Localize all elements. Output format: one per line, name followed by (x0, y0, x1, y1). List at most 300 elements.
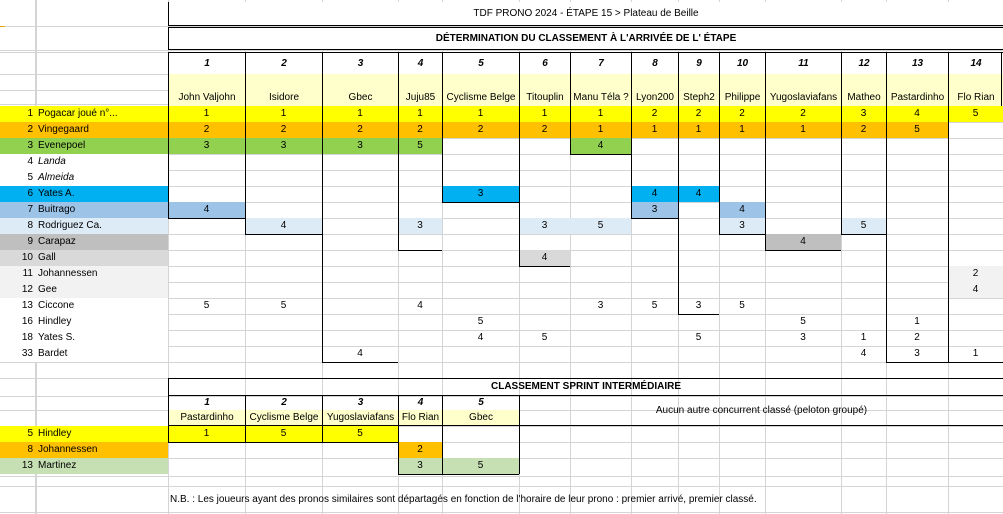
prediction-cell (398, 170, 442, 186)
prediction-cell (948, 234, 1003, 250)
prediction-cell: 2 (519, 122, 570, 138)
prediction-cell (168, 330, 245, 346)
prediction-cell: 1 (914, 316, 920, 327)
sprint-column-border (519, 410, 520, 474)
column-border (442, 106, 443, 202)
page-title: TDF PRONO 2024 - ÉTAPE 15 > Plateau de Beille (168, 2, 1003, 26)
prediction-cell (841, 314, 886, 330)
prediction-cell (322, 234, 398, 250)
rider-rank: 13 (0, 298, 36, 314)
player-name: Titouplin (519, 74, 570, 106)
prediction-cell: 2 (168, 122, 245, 138)
prediction-cell (168, 218, 245, 234)
prediction-cell (841, 250, 886, 266)
prediction-cell: 5 (695, 332, 702, 343)
prediction-cell (886, 218, 948, 234)
prediction-cell (442, 266, 519, 282)
prediction-cell (886, 170, 948, 186)
prediction-cell: 4 (245, 218, 322, 234)
player-name: Yugoslaviafans (765, 74, 841, 106)
prediction-cell (948, 330, 1003, 346)
prediction-cell (765, 346, 841, 362)
prediction-cell (678, 346, 719, 362)
column-number: 7 (570, 52, 631, 74)
prediction-cell (719, 314, 765, 330)
player-name: Isidore (245, 74, 322, 106)
prediction-cell: 3 (168, 138, 245, 154)
column-border (245, 106, 246, 234)
prediction-cell (631, 282, 678, 298)
sprint-prediction-cell (442, 426, 519, 442)
prediction-cell (631, 138, 678, 154)
rider-name: Ciccone (36, 298, 168, 314)
rider-rank: 16 (0, 314, 36, 330)
prediction-cell: 3 (719, 218, 765, 234)
column-number: 3 (322, 52, 398, 74)
prediction-cell (678, 202, 719, 218)
sprint-prediction-cell: 5 (322, 426, 398, 442)
prediction-cell: 4 (719, 202, 765, 218)
sprint-prediction-cell (245, 458, 322, 474)
prediction-cell (631, 154, 678, 170)
prediction-cell: 3 (519, 218, 570, 234)
prediction-cell (442, 282, 519, 298)
prediction-cell: 1 (570, 106, 631, 122)
prediction-cell (678, 154, 719, 170)
prediction-cell (948, 250, 1003, 266)
prediction-cell (322, 314, 398, 330)
sprint-rider-rank: 8 (0, 442, 36, 458)
prediction-cell (570, 186, 631, 202)
player-name: Cyclisme Belge (442, 74, 519, 106)
sprint-prediction-cell (168, 458, 245, 474)
column-border (322, 106, 323, 362)
rider-name: Hindley (36, 314, 168, 330)
prediction-cell (519, 154, 570, 170)
column-bottom-border (719, 234, 765, 235)
column-bottom-border (398, 250, 442, 251)
prediction-cell: 2 (398, 122, 442, 138)
prediction-cell: 5 (570, 218, 631, 234)
prediction-cell (678, 314, 719, 330)
prediction-cell (719, 346, 765, 362)
prediction-cell (245, 346, 322, 362)
prediction-cell (442, 250, 519, 266)
prediction-cell (519, 346, 570, 362)
prediction-cell (519, 170, 570, 186)
prediction-cell (168, 234, 245, 250)
prediction-cell: 1 (168, 106, 245, 122)
prediction-cell (442, 170, 519, 186)
prediction-cell (841, 266, 886, 282)
prediction-cell (948, 314, 1003, 330)
prediction-cell (886, 202, 948, 218)
prediction-cell: 5 (739, 300, 745, 311)
prediction-cell (442, 218, 519, 234)
sprint-prediction-cell: 5 (442, 458, 519, 474)
column-border (719, 106, 720, 234)
prediction-cell (948, 170, 1003, 186)
prediction-cell: 5 (841, 218, 886, 234)
column-border (948, 106, 949, 362)
prediction-cell: 2 (442, 122, 519, 138)
prediction-cell (322, 186, 398, 202)
player-name: Steph2 (678, 74, 719, 106)
prediction-cell (678, 170, 719, 186)
prediction-cell: 4 (168, 202, 245, 218)
prediction-cell (886, 266, 948, 282)
column-number: 10 (719, 52, 765, 74)
prediction-cell (168, 250, 245, 266)
column-bottom-border (322, 362, 398, 363)
rider-rank: 1 (0, 106, 36, 122)
prediction-cell: 4 (357, 348, 363, 359)
prediction-cell: 4 (860, 348, 867, 359)
rider-name: Gall (36, 250, 168, 266)
sprint-column-number: 2 (245, 396, 322, 410)
column-border (398, 106, 399, 250)
prediction-cell (519, 314, 570, 330)
prediction-cell (631, 314, 678, 330)
rider-name: Almeida (36, 170, 168, 186)
prediction-cell (719, 154, 765, 170)
sprint-prediction-cell: 5 (245, 426, 322, 442)
prediction-cell (322, 282, 398, 298)
rider-rank: 8 (0, 218, 36, 234)
section-title-finish: DÉTERMINATION DU CLASSEMENT À L'ARRIVÉE DE L' ÉTAPE (168, 27, 1003, 50)
sprint-column-border (168, 410, 169, 442)
prediction-cell (168, 266, 245, 282)
prediction-cell: 3 (398, 218, 442, 234)
column-border (519, 106, 520, 266)
prediction-cell (678, 250, 719, 266)
prediction-cell (948, 202, 1003, 218)
prediction-cell (398, 346, 442, 362)
column-border (570, 106, 571, 154)
prediction-cell (442, 154, 519, 170)
column-bottom-border (442, 202, 519, 203)
prediction-cell (841, 202, 886, 218)
prediction-cell (765, 282, 841, 298)
prediction-cell (765, 266, 841, 282)
prediction-cell (678, 234, 719, 250)
player-name: Matheo (841, 74, 886, 106)
prediction-cell (678, 218, 719, 234)
prediction-cell (519, 186, 570, 202)
prediction-cell: 3 (597, 300, 604, 311)
sprint-prediction-cell (322, 442, 398, 458)
prediction-cell: 1 (765, 122, 841, 138)
prediction-cell (765, 138, 841, 154)
sprint-prediction-cell (168, 442, 245, 458)
prediction-cell (245, 154, 322, 170)
prediction-cell: 2 (322, 122, 398, 138)
prediction-cell: 2 (245, 122, 322, 138)
prediction-cell: 5 (280, 300, 287, 311)
prediction-cell: 5 (800, 316, 806, 327)
column-bottom-border (765, 250, 841, 251)
prediction-cell (570, 202, 631, 218)
prediction-cell (398, 282, 442, 298)
prediction-cell: 2 (765, 106, 841, 122)
column-border (841, 106, 842, 234)
prediction-cell (678, 266, 719, 282)
column-number: 14 (948, 52, 1003, 74)
column-bottom-border (886, 362, 948, 363)
prediction-cell (631, 250, 678, 266)
prediction-cell (398, 234, 442, 250)
sprint-column-border (322, 410, 323, 442)
prediction-cell: 3 (800, 332, 806, 343)
prediction-cell (442, 234, 519, 250)
rider-name: Pogacar joué n°... (36, 106, 168, 122)
rider-rank: 11 (0, 266, 36, 282)
player-name: Philippe (719, 74, 765, 106)
prediction-cell: 1 (322, 106, 398, 122)
prediction-cell (398, 266, 442, 282)
rider-rank: 7 (0, 202, 36, 218)
prediction-cell (570, 170, 631, 186)
sprint-prediction-cell: 3 (398, 458, 442, 474)
column-border (765, 106, 766, 250)
player-name: Gbec (322, 74, 398, 106)
column-number: 1 (168, 52, 245, 74)
prediction-cell (948, 186, 1003, 202)
gridline-horizontal (0, 50, 1003, 51)
prediction-cell: 4 (948, 282, 1003, 298)
sprint-rider-name: Johannessen (36, 442, 168, 458)
prediction-cell (245, 250, 322, 266)
prediction-cell (322, 298, 398, 314)
sprint-prediction-cell (398, 426, 442, 442)
prediction-cell (841, 298, 886, 314)
player-name: Manu Téla ? (570, 74, 631, 106)
prediction-cell (841, 282, 886, 298)
prediction-cell (245, 330, 322, 346)
prediction-cell: 1 (972, 348, 979, 359)
sprint-column-border (442, 410, 443, 474)
prediction-cell (322, 266, 398, 282)
sprint-player-name: Yugoslaviafans (322, 410, 398, 426)
rider-name: Vingegaard (36, 122, 168, 138)
prediction-cell: 5 (541, 332, 548, 343)
prediction-cell: 3 (245, 138, 322, 154)
prediction-cell: 4 (477, 332, 484, 343)
prediction-cell (398, 314, 442, 330)
prediction-cell (719, 266, 765, 282)
prediction-cell: 4 (519, 250, 570, 266)
prediction-cell: 1 (570, 122, 631, 138)
sprint-player-name: Flo Rian (398, 410, 442, 426)
rider-rank: 9 (0, 234, 36, 250)
prediction-cell: 1 (442, 106, 519, 122)
prediction-cell (765, 202, 841, 218)
column-border (678, 106, 679, 314)
prediction-cell (678, 282, 719, 298)
prediction-cell: 3 (914, 348, 920, 359)
prediction-cell: 4 (765, 234, 841, 250)
prediction-cell (631, 330, 678, 346)
prediction-cell (398, 250, 442, 266)
gridline-horizontal (0, 362, 1003, 363)
rider-name: Buitrago (36, 202, 168, 218)
rider-rank: 5 (0, 170, 36, 186)
prediction-cell (322, 330, 398, 346)
prediction-cell: 3 (442, 186, 519, 202)
footnote: N.B. : Les joueurs ayant des pronos similaires sont départagés en fonction de l'horaire de leur prono : premier arrivé, premier classé. (170, 494, 757, 505)
prediction-cell (886, 298, 948, 314)
prediction-cell (245, 234, 322, 250)
prediction-cell (168, 154, 245, 170)
prediction-cell (398, 186, 442, 202)
sprint-prediction-cell (442, 442, 519, 458)
sprint-prediction-cell (245, 442, 322, 458)
prediction-cell (719, 138, 765, 154)
rider-rank: 3 (0, 138, 36, 154)
prediction-cell (886, 154, 948, 170)
no-other-classified: Aucun autre concurrent classé (peloton groupé) (519, 396, 1003, 426)
prediction-cell: 2 (948, 266, 1003, 282)
player-name: Lyon200 (631, 74, 678, 106)
prediction-cell (841, 170, 886, 186)
prediction-cell (168, 186, 245, 202)
prediction-cell: 1 (245, 106, 322, 122)
prediction-cell (886, 250, 948, 266)
prediction-cell: 1 (860, 332, 867, 343)
rider-rank: 10 (0, 250, 36, 266)
sprint-bottom-border (168, 442, 398, 443)
prediction-cell (765, 186, 841, 202)
sprint-prediction-cell: 2 (398, 442, 442, 458)
prediction-cell (886, 186, 948, 202)
prediction-cell: 1 (678, 122, 719, 138)
prediction-cell (322, 250, 398, 266)
prediction-cell (719, 234, 765, 250)
column-bottom-border (678, 314, 719, 315)
sprint-player-name: Pastardinho (168, 410, 245, 426)
prediction-cell (948, 298, 1003, 314)
prediction-cell (245, 202, 322, 218)
prediction-cell (398, 330, 442, 346)
column-number: 8 (631, 52, 678, 74)
prediction-cell: 2 (719, 106, 765, 122)
rider-rank: 4 (0, 154, 36, 170)
prediction-cell (570, 234, 631, 250)
sprint-column-number: 5 (442, 396, 519, 410)
column-number: 6 (519, 52, 570, 74)
prediction-cell (519, 138, 570, 154)
column-border (631, 106, 632, 218)
prediction-cell: 2 (914, 332, 920, 343)
player-name: Flo Rian (948, 74, 1003, 106)
rider-rank: 6 (0, 186, 36, 202)
prediction-cell (168, 282, 245, 298)
prediction-cell: 3 (841, 106, 886, 122)
prediction-cell (442, 202, 519, 218)
column-border (168, 106, 169, 218)
prediction-cell (631, 266, 678, 282)
rider-name: Carapaz (36, 234, 168, 250)
prediction-cell (719, 282, 765, 298)
prediction-cell (765, 170, 841, 186)
prediction-cell: 1 (631, 122, 678, 138)
prediction-cell (570, 282, 631, 298)
column-bottom-border (631, 218, 678, 219)
sprint-rider-name: Martinez (36, 458, 168, 474)
prediction-cell (168, 170, 245, 186)
rider-rank: 2 (0, 122, 36, 138)
rider-rank: 33 (0, 346, 36, 362)
cell-marker (0, 26, 5, 27)
prediction-cell: 2 (631, 106, 678, 122)
prediction-cell: 5 (651, 300, 658, 311)
column-border (886, 106, 887, 362)
prediction-cell: 5 (886, 122, 948, 138)
prediction-cell (442, 138, 519, 154)
rider-name: Yates S. (36, 330, 168, 346)
gridline-horizontal (0, 512, 1003, 513)
rider-name: Yates A. (36, 186, 168, 202)
column-number: 11 (765, 52, 841, 74)
prediction-cell: 3 (695, 300, 702, 311)
prediction-cell (168, 346, 245, 362)
rider-name: Gee (36, 282, 168, 298)
prediction-cell: 2 (841, 122, 886, 138)
prediction-cell: 4 (678, 186, 719, 202)
rider-name: Landa (36, 154, 168, 170)
prediction-cell (168, 314, 245, 330)
column-bottom-border (948, 362, 1003, 363)
rider-name: Johannessen (36, 266, 168, 282)
prediction-cell (886, 282, 948, 298)
column-bottom-border (519, 266, 570, 267)
prediction-cell (631, 234, 678, 250)
rider-name: Evenepoel (36, 138, 168, 154)
player-name: John Valjohn (168, 74, 245, 106)
sprint-column-number: 3 (322, 396, 398, 410)
sprint-column-number: 4 (398, 396, 442, 410)
prediction-cell: 4 (631, 186, 678, 202)
sprint-rider-rank: 13 (0, 458, 36, 474)
column-bottom-border (168, 218, 245, 219)
column-number: 5 (442, 52, 519, 74)
prediction-cell: 1 (719, 122, 765, 138)
rider-name: Bardet (36, 346, 168, 362)
prediction-cell (398, 202, 442, 218)
prediction-cell (519, 282, 570, 298)
prediction-cell (886, 138, 948, 154)
gridline-horizontal (0, 486, 1003, 487)
column-number: 12 (841, 52, 886, 74)
column-number: 9 (678, 52, 719, 74)
prediction-cell (948, 154, 1003, 170)
sprint-column-border (245, 410, 246, 442)
column-bottom-border (245, 234, 322, 235)
prediction-cell (322, 202, 398, 218)
rider-name: Rodriguez Ca. (36, 218, 168, 234)
prediction-cell (631, 346, 678, 362)
prediction-cell: 4 (886, 106, 948, 122)
prediction-cell (678, 138, 719, 154)
prediction-cell (719, 186, 765, 202)
prediction-cell (322, 170, 398, 186)
player-name: Pastardinho (886, 74, 948, 106)
prediction-cell (398, 154, 442, 170)
prediction-cell (841, 138, 886, 154)
prediction-cell (719, 170, 765, 186)
column-number: 2 (245, 52, 322, 74)
header-right-border (1001, 52, 1002, 106)
